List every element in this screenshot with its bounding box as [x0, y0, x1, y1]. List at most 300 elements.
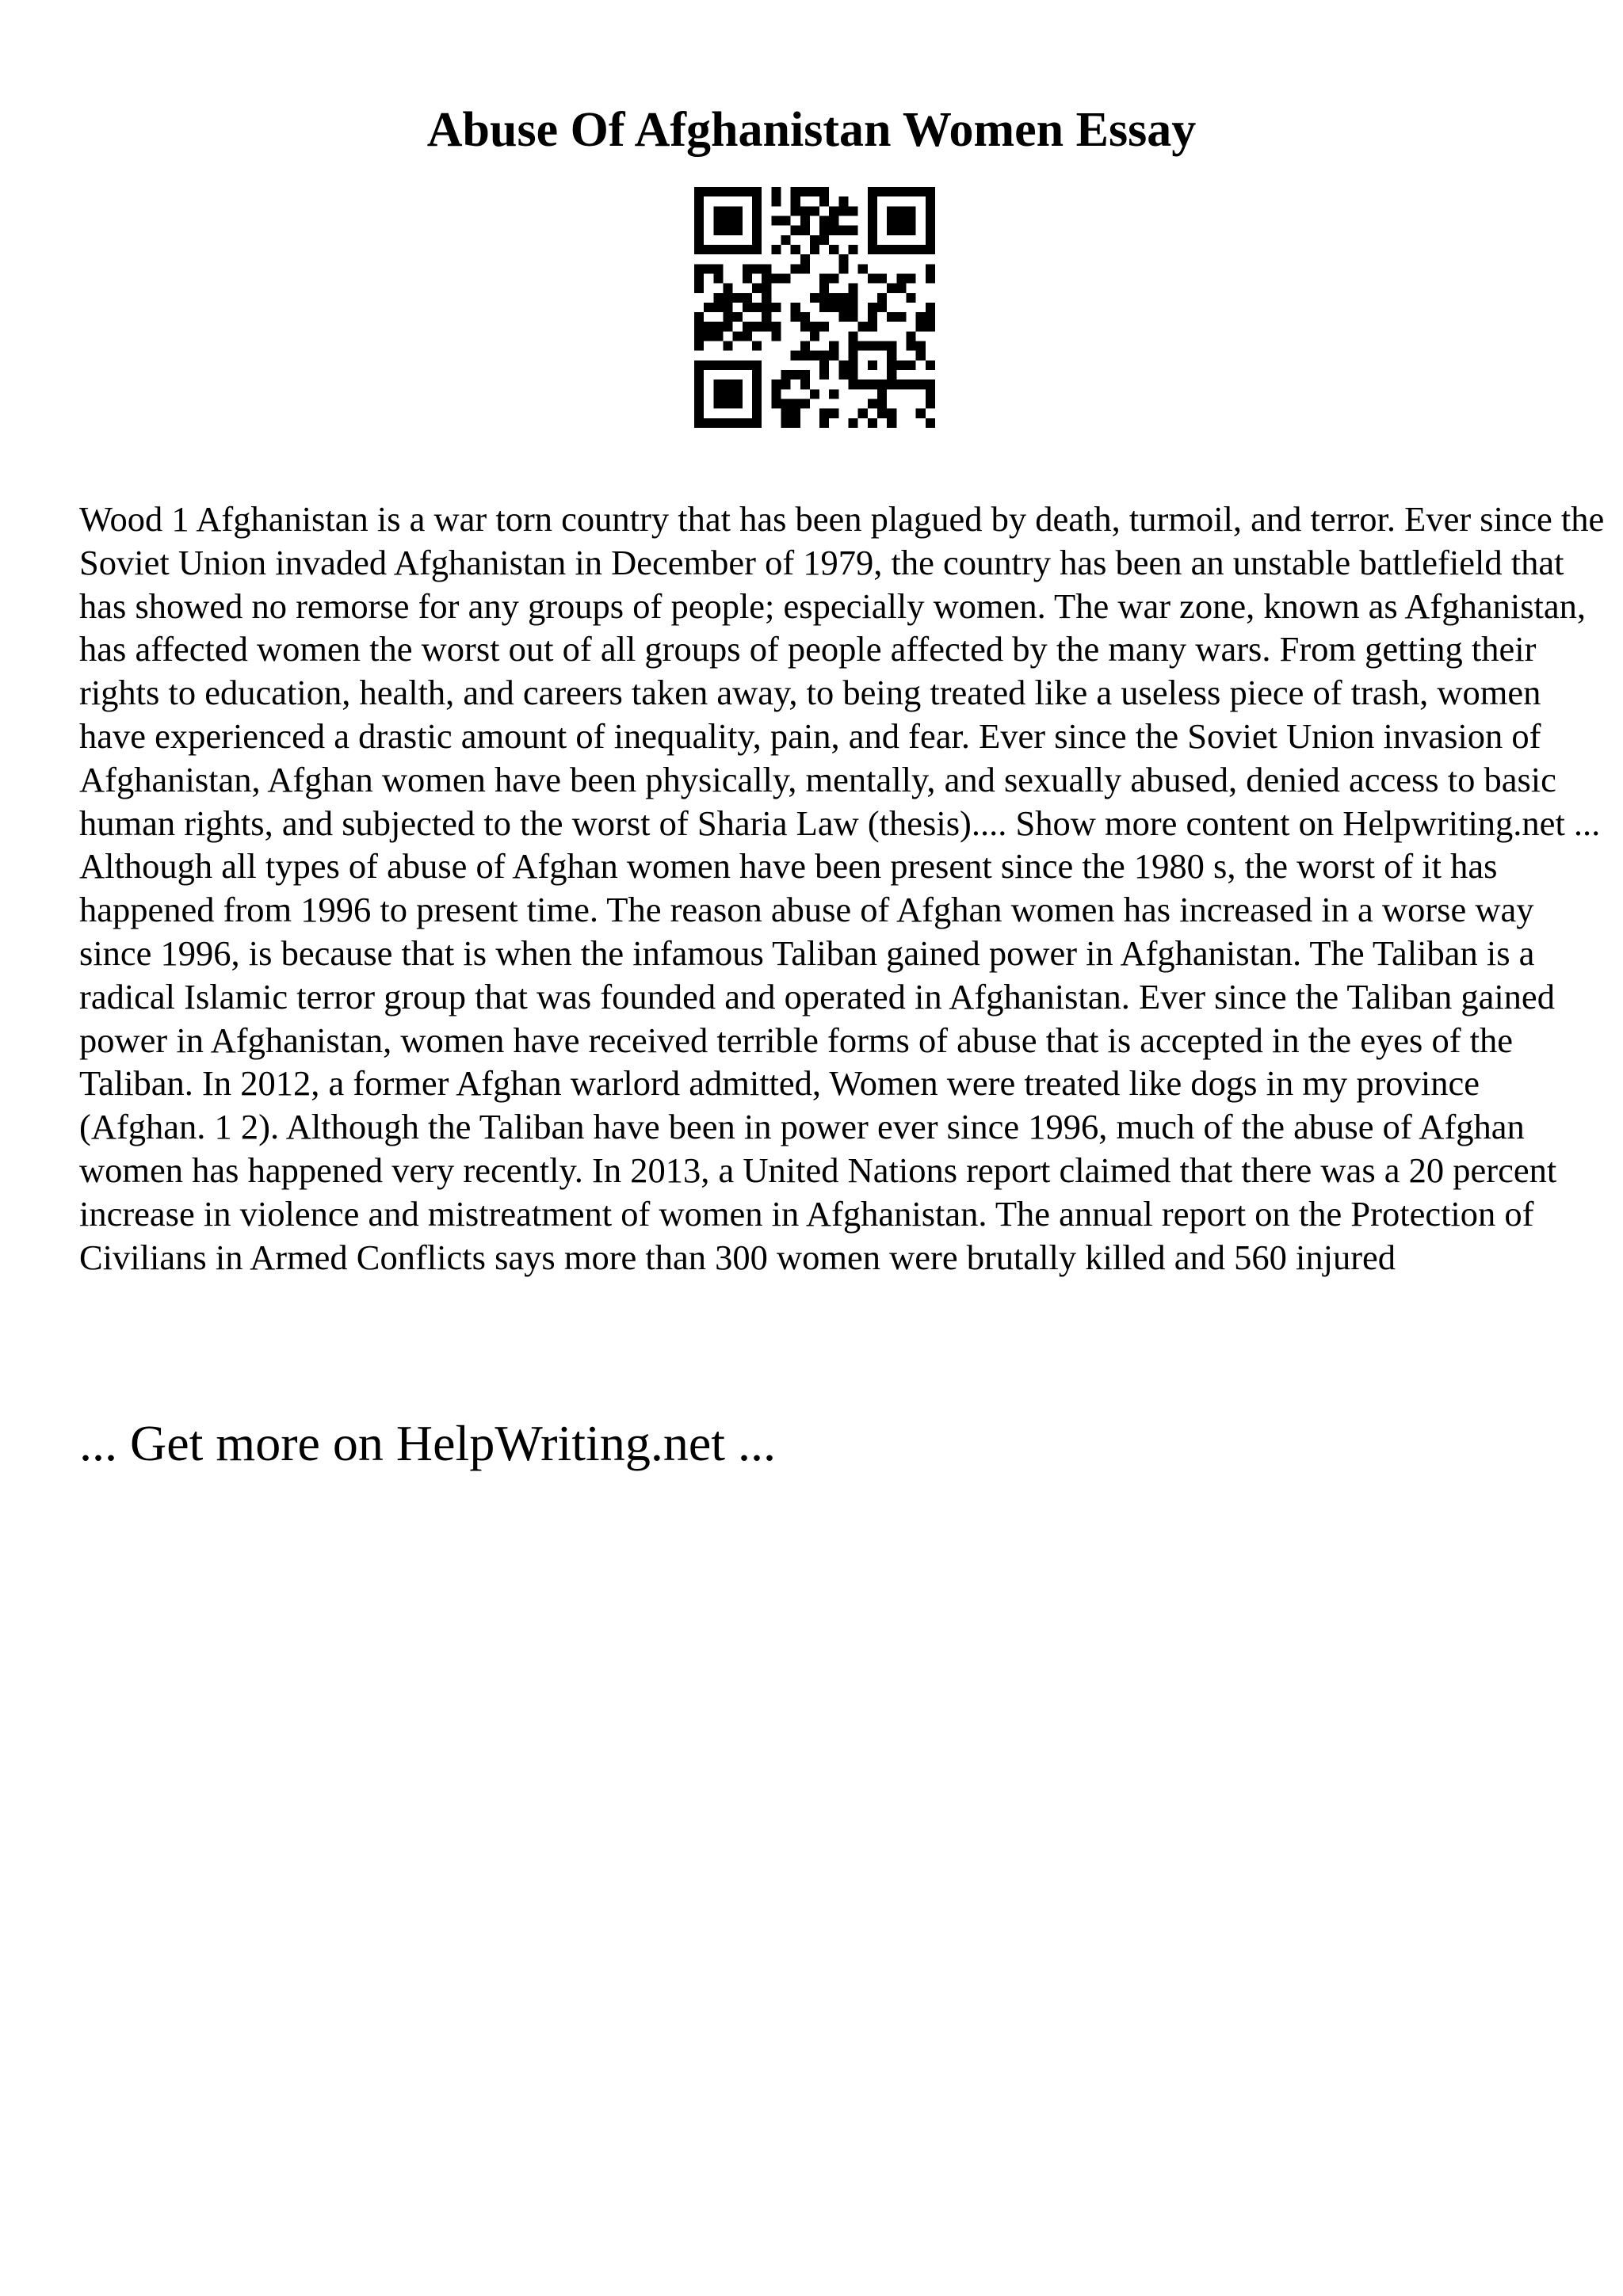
qr-module — [694, 264, 704, 273]
qr-module — [868, 206, 877, 215]
qr-module — [838, 360, 848, 370]
qr-module — [704, 331, 713, 341]
qr-module — [838, 312, 848, 322]
qr-module — [819, 360, 829, 370]
qr-module — [887, 351, 896, 360]
qr-module — [800, 187, 810, 196]
qr-module — [762, 293, 771, 303]
qr-module — [694, 215, 704, 225]
qr-module — [868, 360, 877, 370]
qr-module — [887, 370, 896, 379]
qr-module — [916, 322, 926, 331]
qr-module — [926, 312, 935, 322]
qr-module — [887, 226, 896, 235]
qr-module — [694, 245, 704, 254]
qr-module — [723, 284, 732, 293]
qr-module — [704, 360, 713, 370]
qr-module — [838, 264, 848, 273]
qr-module — [781, 215, 790, 225]
qr-module — [723, 341, 732, 351]
qr-module — [819, 196, 829, 206]
qr-module — [810, 331, 819, 341]
qr-module — [838, 226, 848, 235]
qr-module — [810, 245, 819, 254]
qr-module — [887, 341, 896, 351]
qr-module — [916, 341, 926, 351]
qr-module — [694, 409, 704, 418]
qr-module — [752, 196, 762, 206]
qr-module — [694, 360, 704, 370]
qr-module — [743, 418, 752, 428]
qr-module — [713, 206, 723, 215]
qr-module — [752, 206, 762, 215]
qr-module — [800, 370, 810, 379]
qr-module — [926, 187, 935, 196]
qr-module — [704, 418, 713, 428]
qr-module — [733, 187, 743, 196]
qr-module — [713, 389, 723, 399]
qr-module — [743, 187, 752, 196]
qr-module — [868, 312, 877, 322]
qr-module — [916, 351, 926, 360]
qr-module — [819, 187, 829, 196]
qr-module — [723, 360, 732, 370]
qr-module — [694, 187, 704, 196]
qr-module — [752, 235, 762, 245]
qr-module — [810, 389, 819, 399]
qr-module — [849, 206, 858, 215]
qr-module — [713, 264, 723, 273]
qr-module — [791, 370, 800, 379]
qr-module — [713, 399, 723, 409]
qr-module — [838, 293, 848, 303]
qr-module — [858, 409, 868, 418]
qr-module — [723, 215, 732, 225]
qr-module — [752, 341, 762, 351]
qr-module — [849, 245, 858, 254]
qr-code-icon — [694, 187, 935, 428]
qr-module — [926, 235, 935, 245]
qr-module — [771, 215, 781, 225]
qr-module — [713, 245, 723, 254]
qr-module — [733, 389, 743, 399]
qr-module — [752, 264, 762, 273]
qr-module — [819, 322, 829, 331]
qr-module — [762, 322, 771, 331]
qr-module — [723, 399, 732, 409]
qr-module — [791, 196, 800, 206]
qr-module — [733, 215, 743, 225]
qr-module — [896, 284, 906, 293]
qr-module — [752, 322, 762, 331]
qr-module — [694, 322, 704, 331]
qr-module — [926, 264, 935, 273]
qr-module — [926, 226, 935, 235]
qr-module — [694, 370, 704, 379]
qr-module — [907, 293, 916, 303]
qr-module — [819, 303, 829, 312]
qr-module — [916, 245, 926, 254]
qr-module — [781, 399, 790, 409]
qr-module — [743, 331, 752, 341]
qr-module — [829, 206, 838, 215]
qr-module — [829, 273, 838, 283]
qr-module — [743, 360, 752, 370]
qr-module — [713, 322, 723, 331]
qr-module — [713, 293, 723, 303]
qr-module — [771, 322, 781, 331]
qr-module — [781, 379, 790, 389]
qr-module — [762, 303, 771, 312]
qr-module — [694, 418, 704, 428]
qr-module — [868, 322, 877, 331]
qr-module — [838, 370, 848, 379]
qr-module — [791, 187, 800, 196]
qr-module — [868, 245, 877, 254]
qr-module — [694, 341, 704, 351]
qr-module — [762, 264, 771, 273]
qr-module — [829, 351, 838, 360]
qr-module — [800, 322, 810, 331]
qr-module — [762, 273, 771, 283]
qr-module — [926, 360, 935, 370]
qr-module — [819, 293, 829, 303]
qr-module — [762, 312, 771, 322]
qr-module — [907, 273, 916, 283]
qr-module — [810, 235, 819, 245]
qr-module — [868, 273, 877, 283]
qr-module — [771, 389, 781, 399]
qr-module — [723, 379, 732, 389]
qr-module — [800, 351, 810, 360]
qr-module — [868, 187, 877, 196]
qr-module — [896, 245, 906, 254]
qr-module — [743, 322, 752, 331]
qr-module — [896, 215, 906, 225]
qr-module — [800, 312, 810, 322]
qr-module — [887, 206, 896, 215]
qr-module — [810, 187, 819, 196]
qr-module — [849, 418, 858, 428]
qr-module — [868, 399, 877, 409]
qr-module — [713, 331, 723, 341]
qr-module — [829, 341, 838, 351]
qr-module — [743, 303, 752, 312]
qr-module — [723, 303, 732, 312]
qr-module — [704, 322, 713, 331]
qr-module — [849, 379, 858, 389]
essay-body — [79, 498, 1609, 1279]
qr-module — [858, 322, 868, 331]
qr-module — [849, 293, 858, 303]
qr-module — [858, 379, 868, 389]
qr-module — [704, 264, 713, 273]
qr-module — [800, 379, 810, 389]
qr-module — [723, 418, 732, 428]
qr-module — [916, 409, 926, 418]
qr-module — [810, 351, 819, 360]
qr-module — [907, 226, 916, 235]
qr-module — [887, 409, 896, 418]
qr-module — [838, 196, 848, 206]
qr-module — [877, 409, 887, 418]
qr-module — [858, 264, 868, 273]
qr-module — [791, 245, 800, 254]
qr-module — [723, 389, 732, 399]
qr-module — [868, 215, 877, 225]
qr-module — [723, 226, 732, 235]
qr-module — [877, 303, 887, 312]
qr-module — [800, 399, 810, 409]
qr-module — [916, 187, 926, 196]
qr-module — [800, 215, 810, 225]
qr-module — [791, 418, 800, 428]
qr-module — [819, 284, 829, 293]
qr-module — [762, 284, 771, 293]
qr-module — [781, 418, 790, 428]
qr-module — [868, 226, 877, 235]
qr-module — [781, 235, 790, 245]
qr-module — [896, 360, 906, 370]
qr-module — [926, 379, 935, 389]
qr-module — [723, 206, 732, 215]
document-title: Abuse Of Afghanistan Women Essay — [426, 103, 1197, 157]
qr-module — [791, 264, 800, 273]
qr-module — [771, 196, 781, 206]
qr-module — [896, 226, 906, 235]
qr-module — [858, 341, 868, 351]
qr-module — [887, 284, 896, 293]
qr-module — [694, 389, 704, 399]
qr-module — [713, 226, 723, 235]
qr-module — [694, 312, 704, 322]
qr-module — [713, 418, 723, 428]
qr-module — [887, 215, 896, 225]
qr-module — [907, 215, 916, 225]
qr-module — [713, 187, 723, 196]
qr-module — [916, 312, 926, 322]
qr-module — [752, 379, 762, 389]
qr-module — [694, 226, 704, 235]
qr-module — [733, 312, 743, 322]
qr-module — [849, 351, 858, 360]
qr-module — [819, 273, 829, 283]
qr-module — [838, 303, 848, 312]
qr-module — [829, 389, 838, 399]
qr-module — [907, 187, 916, 196]
qr-module — [791, 399, 800, 409]
qr-module — [907, 245, 916, 254]
qr-module — [733, 206, 743, 215]
qr-module — [800, 226, 810, 235]
qr-module — [849, 370, 858, 379]
qr-module — [771, 245, 781, 254]
qr-module — [926, 389, 935, 399]
qr-module — [849, 284, 858, 293]
qr-module — [877, 399, 887, 409]
qr-module — [829, 293, 838, 303]
qr-module — [926, 245, 935, 254]
qr-module — [752, 215, 762, 225]
qr-module — [907, 331, 916, 341]
qr-module — [887, 418, 896, 428]
qr-module — [819, 235, 829, 245]
qr-module — [733, 245, 743, 254]
qr-module — [752, 284, 762, 293]
qr-module — [819, 409, 829, 418]
qr-module — [752, 409, 762, 418]
qr-module — [838, 206, 848, 215]
qr-module — [771, 399, 781, 409]
qr-module — [877, 341, 887, 351]
qr-module — [723, 293, 732, 303]
qr-module — [810, 293, 819, 303]
qr-module — [791, 206, 800, 215]
qr-module — [752, 370, 762, 379]
qr-module — [743, 245, 752, 254]
qr-module — [819, 370, 829, 379]
qr-module — [829, 226, 838, 235]
qr-module — [752, 187, 762, 196]
qr-module — [694, 196, 704, 206]
qr-module — [713, 379, 723, 389]
qr-module — [733, 293, 743, 303]
qr-module — [771, 303, 781, 312]
qr-module — [713, 360, 723, 370]
qr-module — [907, 360, 916, 370]
qr-module — [733, 399, 743, 409]
qr-module — [791, 351, 800, 360]
qr-module — [743, 273, 752, 283]
qr-module — [733, 360, 743, 370]
qr-module — [868, 379, 877, 389]
qr-module — [713, 303, 723, 312]
qr-module — [819, 215, 829, 225]
qr-module — [771, 187, 781, 196]
qr-module — [829, 215, 838, 225]
qr-module — [926, 206, 935, 215]
qr-module — [887, 360, 896, 370]
qr-module — [791, 303, 800, 312]
qr-module — [916, 379, 926, 389]
qr-module — [926, 196, 935, 206]
qr-module — [694, 399, 704, 409]
qr-module — [877, 389, 887, 399]
qr-module — [868, 196, 877, 206]
qr-module — [694, 379, 704, 389]
qr-module — [723, 312, 732, 322]
qr-module — [800, 206, 810, 215]
get-more-link[interactable]: ... Get more on HelpWriting.net ... — [79, 1415, 776, 1471]
qr-module — [694, 273, 704, 283]
qr-module — [896, 273, 906, 283]
qr-module — [926, 322, 935, 331]
qr-module — [868, 341, 877, 351]
qr-module — [713, 273, 723, 283]
qr-module — [800, 254, 810, 264]
qr-module — [800, 341, 810, 351]
qr-module — [907, 379, 916, 389]
qr-module — [877, 293, 887, 303]
qr-module — [829, 409, 838, 418]
qr-module — [694, 206, 704, 215]
qr-module — [896, 206, 906, 215]
qr-module — [810, 322, 819, 331]
qr-module — [810, 206, 819, 215]
qr-module — [926, 215, 935, 225]
qr-module — [887, 312, 896, 322]
qr-module — [926, 399, 935, 409]
qr-module — [781, 273, 790, 283]
qr-module — [907, 341, 916, 351]
qr-module — [829, 303, 838, 312]
qr-module — [849, 341, 858, 351]
qr-module — [733, 379, 743, 389]
qr-module — [868, 235, 877, 245]
qr-module — [896, 379, 906, 389]
qr-module — [694, 235, 704, 245]
qr-module — [838, 254, 848, 264]
qr-module — [704, 303, 713, 312]
qr-module — [819, 418, 829, 428]
qr-module — [887, 379, 896, 389]
qr-module — [849, 331, 858, 341]
qr-module — [694, 284, 704, 293]
qr-module — [791, 226, 800, 235]
qr-module — [781, 409, 790, 418]
qr-module — [849, 303, 858, 312]
qr-module — [819, 226, 829, 235]
qr-module — [733, 331, 743, 341]
qr-module — [877, 245, 887, 254]
qr-module — [752, 226, 762, 235]
qr-module — [752, 418, 762, 428]
qr-module — [887, 245, 896, 254]
qr-module — [896, 187, 906, 196]
qr-module — [800, 264, 810, 273]
qr-module — [723, 322, 732, 331]
qr-module — [743, 293, 752, 303]
qr-module — [704, 245, 713, 254]
qr-module — [733, 226, 743, 235]
qr-module — [752, 303, 762, 312]
essay-paragraph-1: Wood 1 Afghanistan is a war torn country that has been plagued by death, turmoil, and terror. Ever since the Soviet Union invaded Afghanistan in December of 1979, the country has been an unstable battlefield that has showed no remorse for any groups of people; especially women. The war zone, known as Afghanistan, has affected women the worst out of all groups of people affected by the many wars. From getting their rights to education, health, and careers taken away, to being treated like a useless piece of trash, women have experienced a drastic amount of inequality, pain, and fear. Ever since the Soviet Union invasion of Afghanistan, Afghan women have been physically, mentally, and sexually abused, denied access to basic human rights, and subjected to the worst of Sharia Law (thesis).... Show more content on Helpwriting.net ... — [79, 499, 1605, 843]
qr-module — [704, 187, 713, 196]
qr-module — [926, 303, 935, 312]
qr-module — [877, 379, 887, 389]
qr-module — [868, 303, 877, 312]
qr-module — [694, 331, 704, 341]
qr-module — [926, 418, 935, 428]
qr-module — [849, 360, 858, 370]
qr-module — [819, 351, 829, 360]
qr-module — [896, 312, 906, 322]
qr-module — [743, 264, 752, 273]
qr-module — [752, 360, 762, 370]
qr-module — [781, 370, 790, 379]
qr-module — [733, 418, 743, 428]
qr-module — [849, 312, 858, 322]
qr-module — [829, 245, 838, 254]
qr-module — [868, 418, 877, 428]
qr-module — [752, 399, 762, 409]
qr-code-graphic — [694, 187, 935, 428]
qr-module — [907, 206, 916, 215]
qr-module — [771, 273, 781, 283]
qr-module — [926, 273, 935, 283]
qr-module — [849, 226, 858, 235]
essay-paragraph-2: Although all types of abuse of Afghan women have been present since the 1980 s, the worst of it has happened from 1996 to present time. The reason abuse of Afghan women has increased in a worse way since 1996, is because that is when the infamous Taliban gained power in Afghanistan. The Taliban is a radical Islamic terror group that was founded and operated in Afghanistan. Ever since the Taliban gained power in Afghanistan, women have received terrible forms of abuse that is accepted in the eyes of the Taliban. In 2012, a former Afghan warlord admitted, Women were treated like dogs in my province (Afghan. 1 2). Although the Taliban have been in power ever since 1996, much of the abuse of Afghan women has happened very recently. In 2013, a United Nations report claimed that there was a 20 percent increase in violence and mistreatment of women in Afghanistan. The annual report on the Protection of Civilians in Armed Conflicts says more than 300 women were brutally killed and 560 injured — [79, 846, 1557, 1277]
